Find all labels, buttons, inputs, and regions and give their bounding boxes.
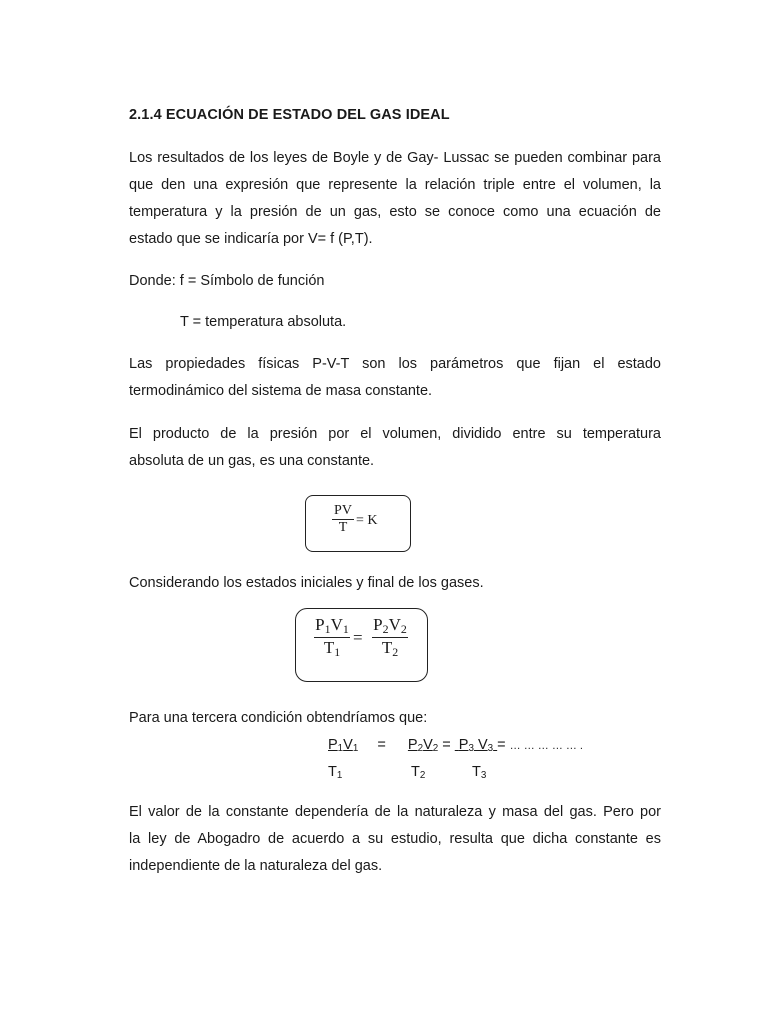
equals-sign: = <box>497 737 506 753</box>
fraction-numerator: $P_1V_1$ <box>315 615 349 636</box>
fraction-numerator: PV <box>334 503 352 518</box>
fraction-denominator: $T_1$ <box>323 638 341 659</box>
definition-f: Donde: f = Símbolo de función <box>129 273 325 289</box>
equals-sign: = <box>353 628 363 647</box>
section-heading: 2.1.4 ECUACIÓN DE ESTADO DEL GAS IDEAL <box>129 107 450 123</box>
paragraph-line: El valor de la constante dependería de la naturaleza y masa del gas. Pero por <box>129 804 661 820</box>
paragraph-third: Para una tercera condición obtendríamos que: <box>129 710 428 726</box>
paragraph-pvt <box>129 351 661 405</box>
paragraph-line: temperatura y la presión de un gas, esto se conoce como una ecuación de <box>129 204 661 220</box>
paragraph-line: El producto de la presión por el volumen, dividido entre su temperatura <box>129 426 661 442</box>
denominator-t3: T3 <box>472 764 487 781</box>
equation-third-numerators <box>328 737 583 754</box>
fraction-numerator: $P_2V_2$ <box>373 615 407 636</box>
term-p1v1: P1V1 <box>328 737 359 754</box>
paragraph-line: independiente de la naturaleza del gas. <box>129 858 383 874</box>
paragraph-intro <box>129 145 661 253</box>
paragraph-product <box>129 421 661 475</box>
paragraph-states: Considerando los estados iniciales y final de los gases. <box>129 575 484 591</box>
term-p2v2: P2V2 <box>407 737 439 754</box>
definition-t: T = temperatura absoluta. <box>180 314 347 330</box>
paragraph-line: estado que se indicaría por V= f (P,T). <box>129 231 373 247</box>
paragraph-line: Las propiedades físicas P-V-T son los parámetros que fijan el estado <box>129 356 661 372</box>
paragraph-constant <box>129 799 661 880</box>
equation-rhs: = K <box>356 513 378 528</box>
paragraph-line: que den una expresión que represente la relación triple entre el volumen, la <box>129 177 661 193</box>
denominator-t2: T2 <box>411 764 426 781</box>
fraction-denominator: T <box>338 520 348 535</box>
paragraph-line: Los resultados de los leyes de Boyle y de Gay- Lussac se pueden combinar para <box>129 150 661 166</box>
paragraph-line: absoluta de un gas, es una constante. <box>129 453 375 469</box>
equals-sign: = <box>442 737 451 753</box>
paragraph-line: la ley de Abogadro de acuerdo a su estudio, resulta que dicha constante es <box>129 831 661 847</box>
fraction-denominator: $T_2$ <box>381 638 399 659</box>
equals-sign: = <box>377 737 386 753</box>
denominator-t1: T1 <box>328 764 343 781</box>
ellipsis: … … … … … . <box>509 740 583 752</box>
term-p3v3: P3 V3 <box>458 737 494 754</box>
paragraph-line: termodinámico del sistema de masa constante. <box>129 383 433 399</box>
